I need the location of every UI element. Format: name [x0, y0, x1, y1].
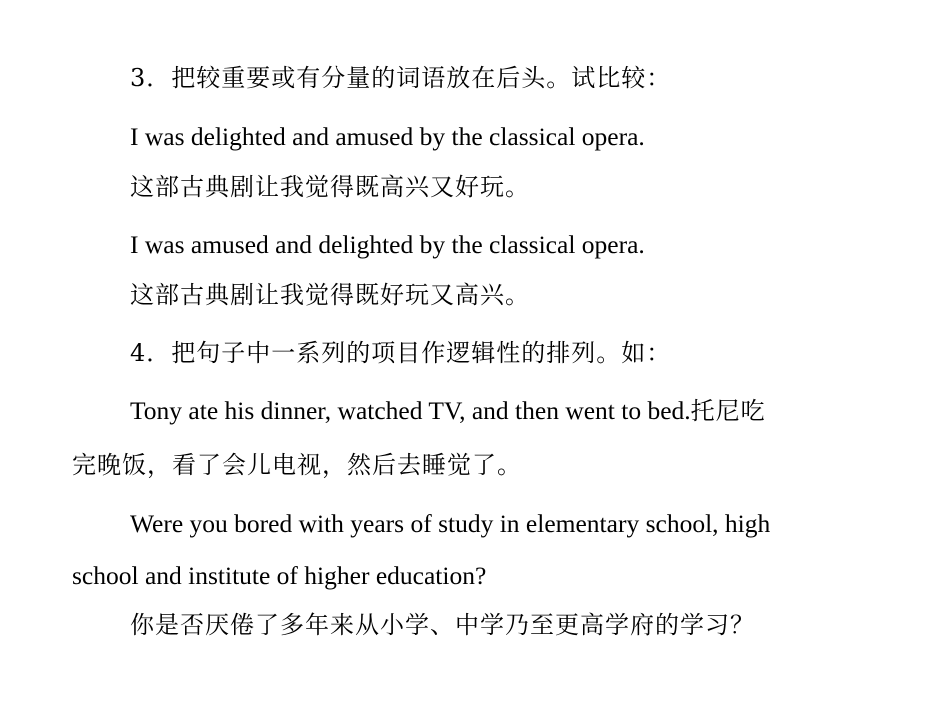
- section-3-example-2-english: I was amused and delighted by the classical opera.: [130, 230, 645, 259]
- section-4-example-1-chinese-continued: 完晚饭，看了会儿电视，然后去睡觉了。: [72, 451, 522, 479]
- section-3-heading: 3．把较重要或有分量的词语放在后头。试比较：: [130, 64, 672, 92]
- section-4-example-1-english-text: Tony ate his dinner, watched TV, and then went to bed.: [130, 396, 691, 425]
- section-4-example-1-chinese-start: 托尼吃: [690, 397, 766, 425]
- section-4-example-2-english-line-1: Were you bored with years of study in elementary school, high: [130, 509, 771, 538]
- section-4-example-1-english: [130, 396, 877, 426]
- section-3-example-2-chinese: 这部古典剧让我觉得既好玩又高兴。: [130, 281, 530, 309]
- section-3-example-1-chinese: 这部古典剧让我觉得既高兴又好玩。: [130, 173, 530, 201]
- section-4-example-2-english-line-2: school and institute of higher education?: [72, 561, 487, 590]
- section-4-example-2-chinese: 你是否厌倦了多年来从小学、中学乃至更高学府的学习？: [130, 611, 755, 639]
- section-4-heading: 4．把句子中一系列的项目作逻辑性的排列。如：: [130, 339, 672, 367]
- section-3-example-1-english: I was delighted and amused by the classical opera.: [130, 122, 645, 151]
